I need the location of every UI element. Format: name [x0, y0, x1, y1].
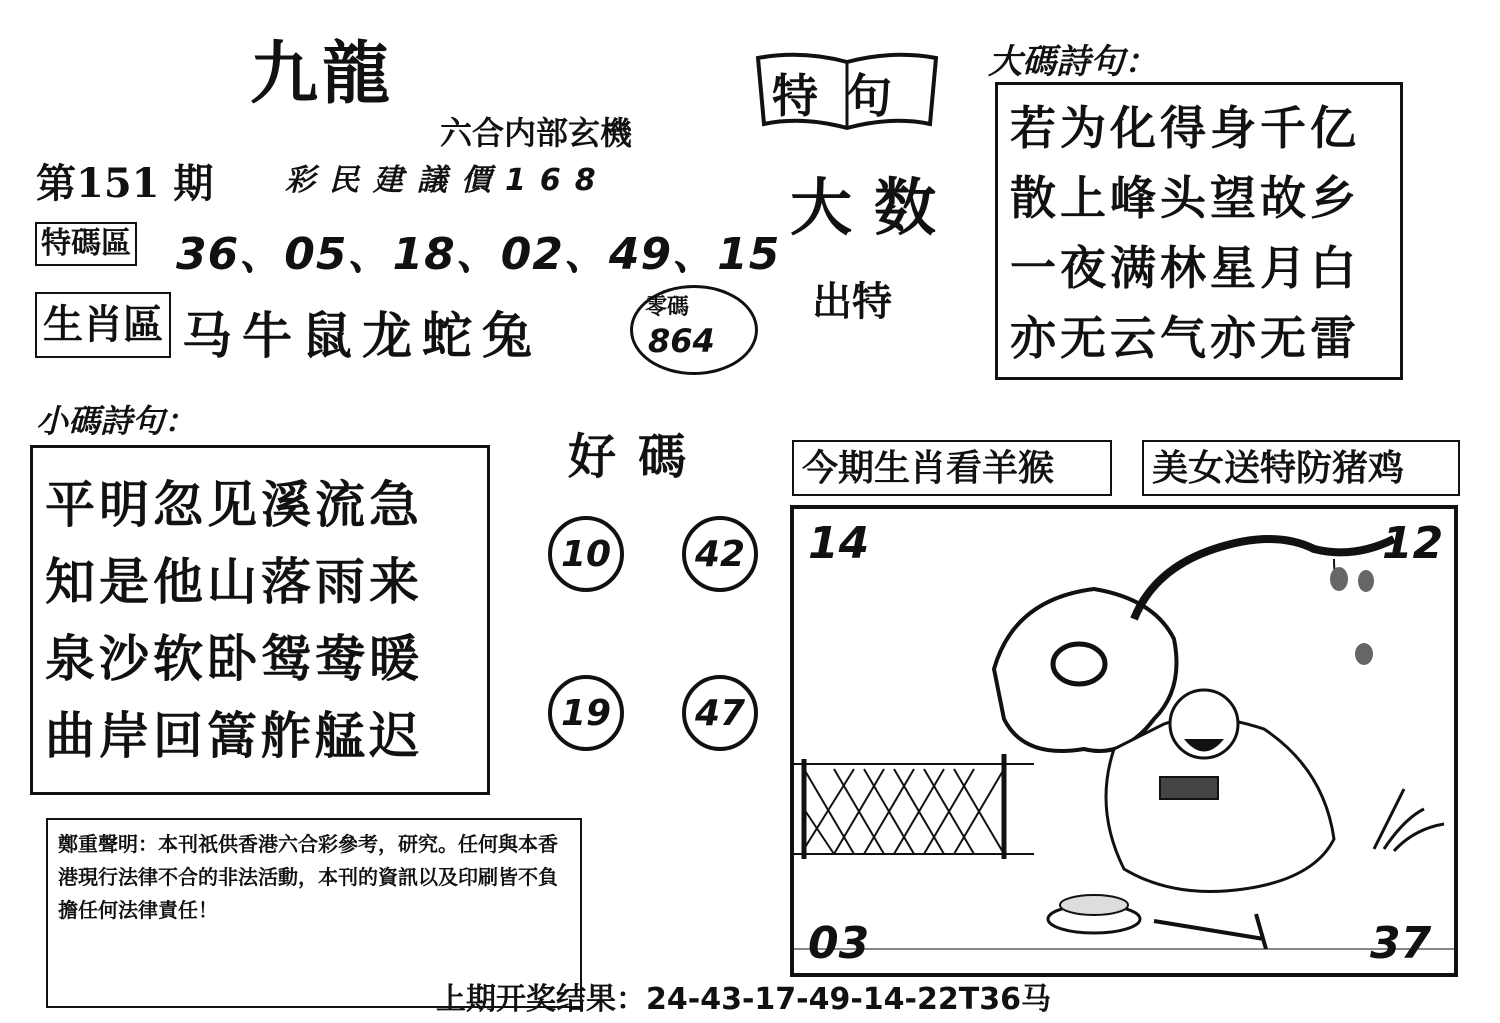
special-code-numbers: 36、05、18、02、49、15	[176, 229, 781, 280]
out-special-text: 出特	[812, 278, 892, 325]
number-ball: 10	[548, 516, 624, 592]
price-text: 彩民建議價168	[285, 163, 610, 198]
illustration-frame	[790, 505, 1458, 977]
subtitle: 六合内部玄機	[440, 114, 633, 152]
big-poem-line: 一夜满林星月白	[1010, 241, 1360, 295]
seated-sage-illustration	[794, 509, 1454, 973]
big-poem-label: 大碼詩句：	[988, 42, 1158, 82]
disclaimer-box: 鄭重聲明：本刊祇供香港六合彩參考，研究。任何與本香港現行法律不合的非法活動，本刊的資訊以及印刷皆不負擔任何法律責任！	[46, 818, 582, 1008]
beauty-hint-box: 美女送特防猪鸡	[1142, 440, 1460, 496]
big-poem-box	[995, 82, 1403, 380]
big-poem-line: 若为化得身千亿	[1010, 101, 1360, 155]
small-poem-line: 知是他山落雨来	[45, 552, 423, 611]
book-text: 特句	[772, 69, 920, 123]
small-poem-line: 泉沙软卧鸳鸯暖	[45, 629, 423, 688]
zodiac-zone-label: 生肖區	[35, 292, 171, 358]
small-poem-line: 曲岸回篙舴艋迟	[45, 706, 423, 765]
corner-number-top-right: 12	[1382, 518, 1444, 569]
big-poem-line: 散上峰头望故乡	[1010, 171, 1360, 225]
small-poem-line: 平明忽见溪流急	[45, 475, 423, 534]
number-ball: 19	[548, 675, 624, 751]
issue-number: 第151 期	[36, 160, 214, 207]
tail-seal-label: 零碼	[645, 294, 690, 320]
corner-number-bottom-right: 37	[1370, 918, 1432, 969]
page-title: 九龍	[250, 34, 395, 114]
number-ball: 47	[682, 675, 758, 751]
zodiac-hint-box: 今期生肖看羊猴	[792, 440, 1112, 496]
zodiac-zone-animals: 马牛鼠龙蛇兔	[182, 306, 542, 365]
small-poem-label: 小碼詩句：	[36, 402, 197, 440]
good-numbers-label: 好碼	[568, 429, 709, 485]
big-poem-line: 亦无云气亦无雷	[1010, 311, 1360, 365]
corner-number-top-left: 14	[808, 518, 870, 569]
special-code-label: 特碼區	[35, 222, 137, 266]
last-draw-result: 上期开奖结果：24-43-17-49-14-22T36马	[436, 982, 1051, 1017]
number-ball: 42	[682, 516, 758, 592]
tail-seal-value: 864	[648, 322, 715, 360]
corner-number-bottom-left: 03	[808, 918, 870, 969]
small-poem-box	[30, 445, 490, 795]
big-number-text: 大数	[790, 171, 959, 244]
